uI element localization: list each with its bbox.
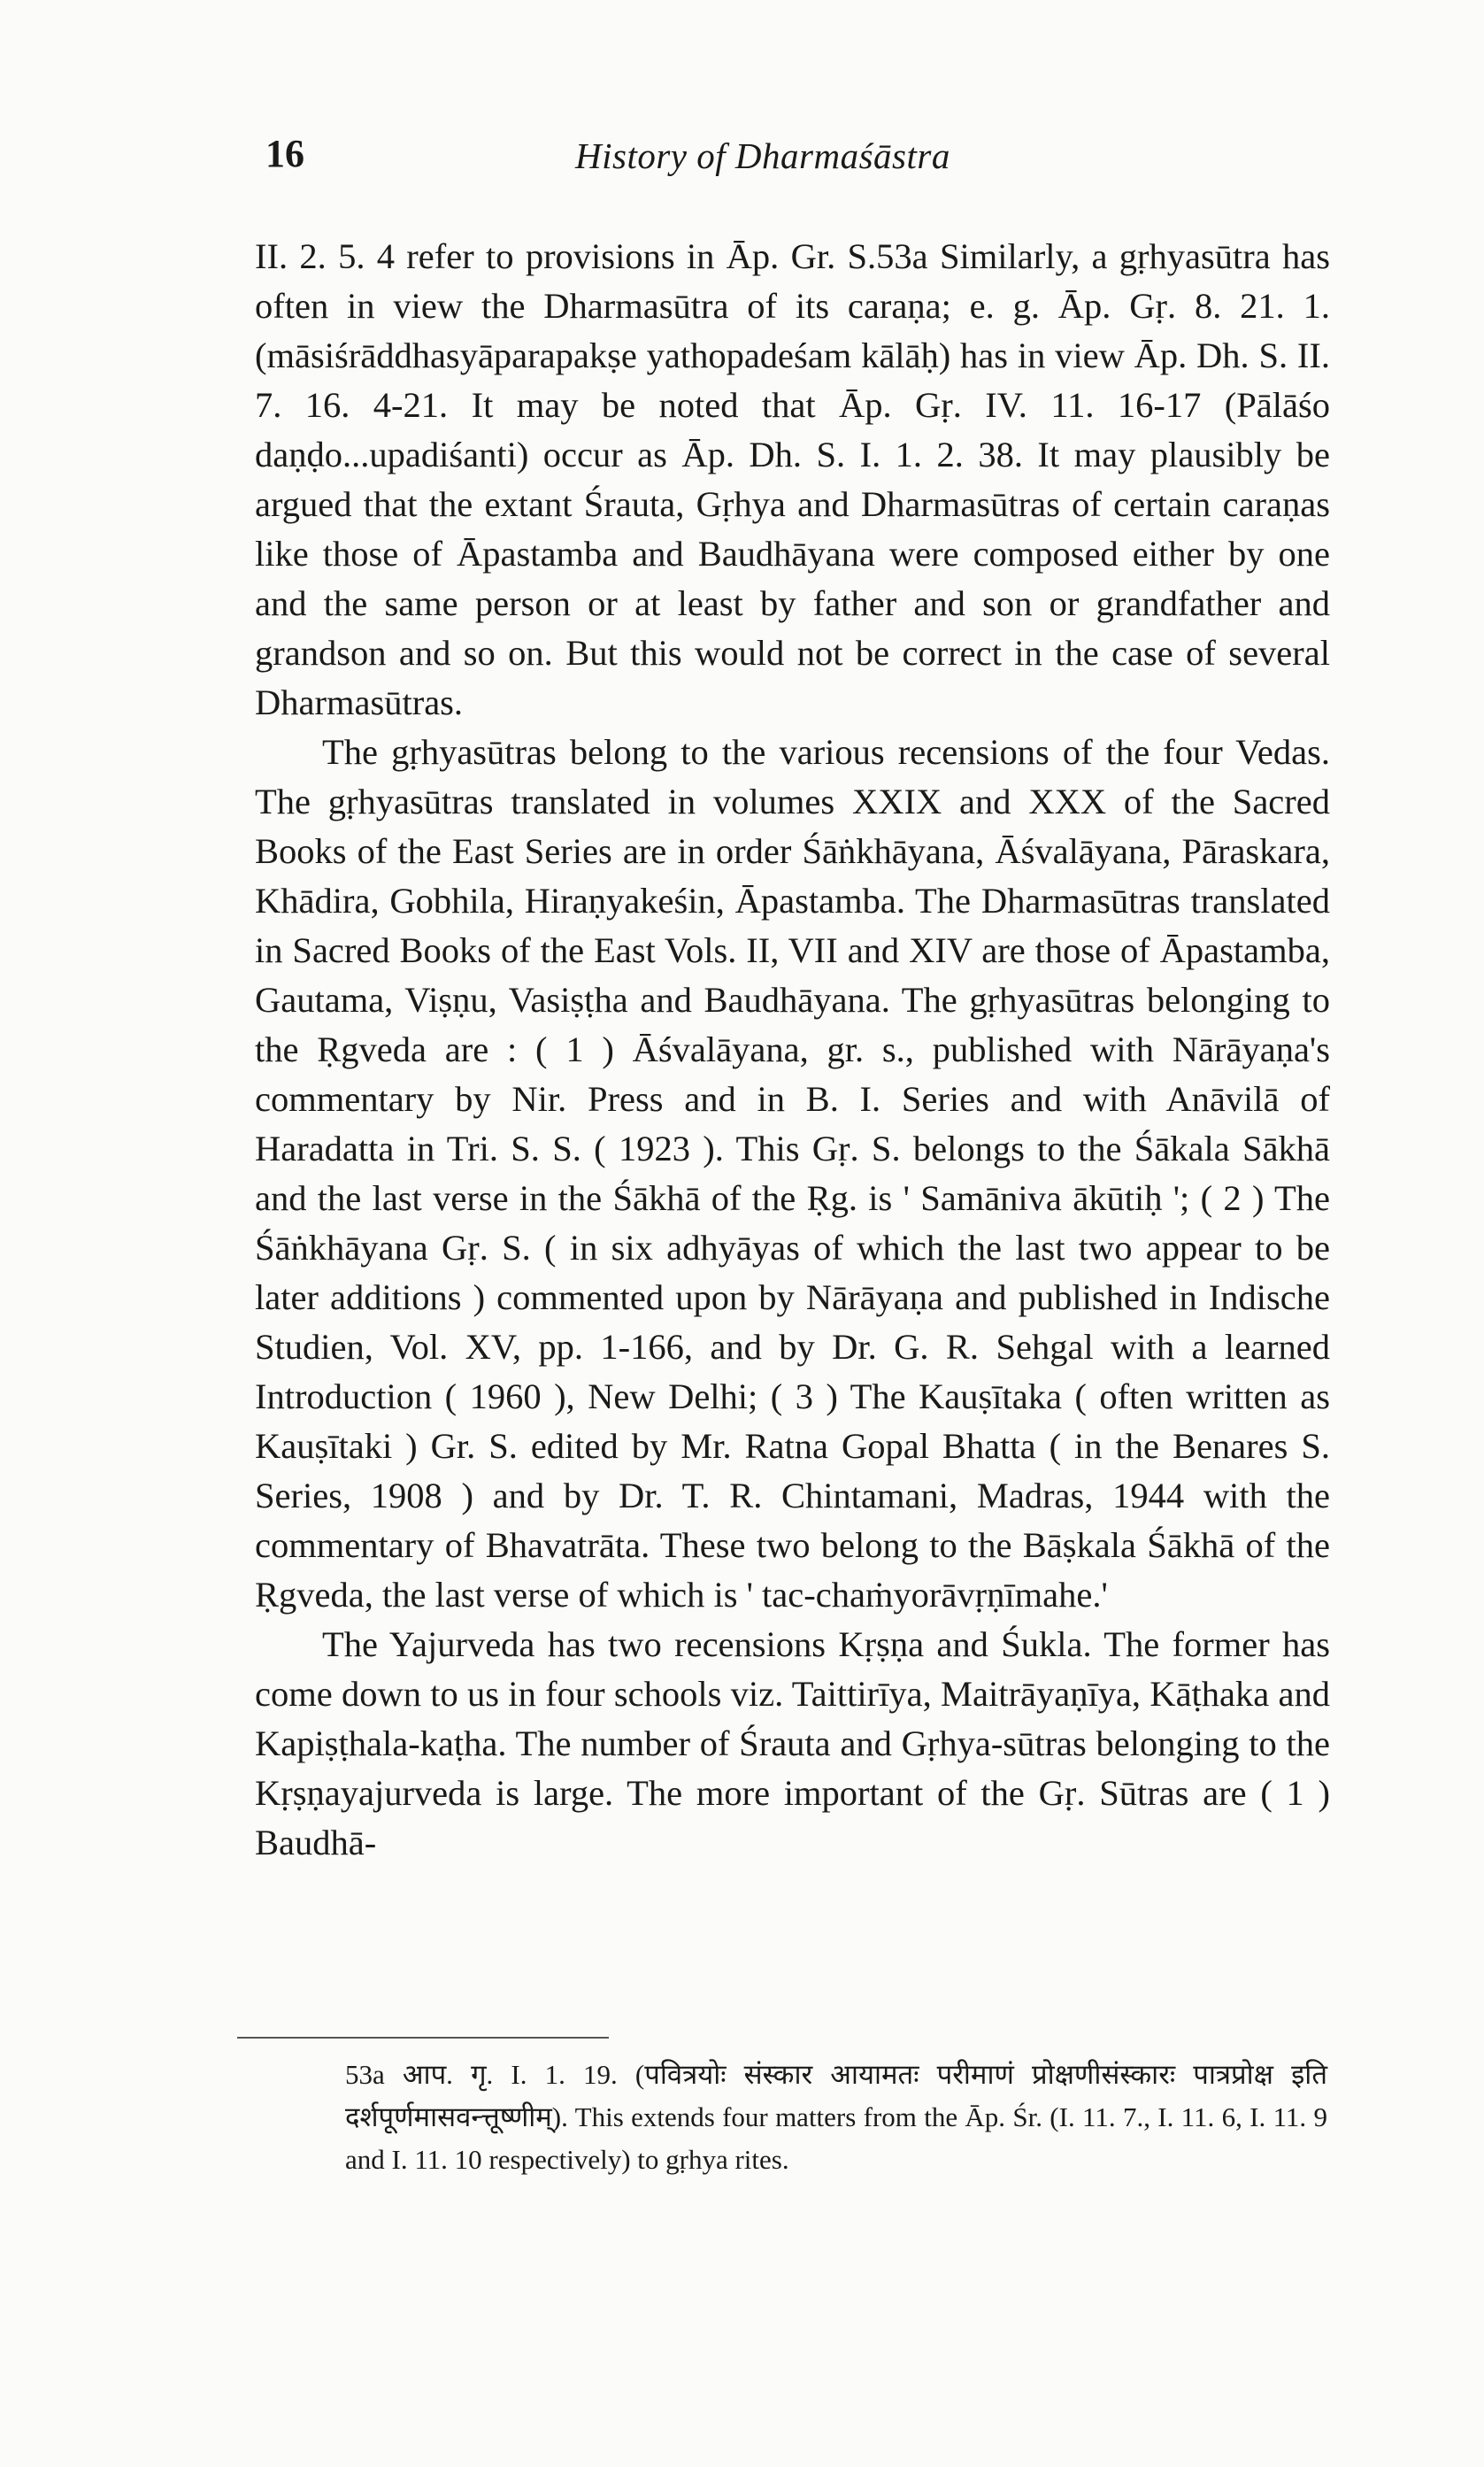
running-title: History of Dharmaśāstra (575, 135, 950, 176)
paragraph-grhyasutras: The gṛhyasūtras belong to the various recensions of the four Vedas. The gṛhyasūtras translated in volumes XXIX and XXX of the Sacred Books of the East Series are in order Śāṅkhāyana, Āśvalāyana, Pāraskara, Khādira, Gobhila, Hiraṇyakeśin, Āpastamba. The Dharmasūtras translated in Sacred Books of the East Vols. II, VII and XIV are those of Āpastamba, Gautama, Viṣṇu, Vasiṣṭha and Baudhāyana. The gṛhyasūtras belonging to the Ṛgveda are : ( 1 ) Āśvalāyana, gr. s., published with Nārāyaṇa's commentary by Nir. Press and in B. I. Series and with Anāvilā of Haradatta in Tri. S. S. ( 1923 ). This Gṛ. S. belongs to the Śākala Sākhā and the last verse in the Śākhā of the Ṛg. is ' Samāniva ākūtiḥ '; ( 2 ) The Śāṅkhāyana Gṛ. S. ( in six adhyāyas of which the last two appear to be later additions ) commented upon by Nārāyaṇa and published in Indische Studien, Vol. XV, pp. 1-166, and by Dr. G. R. Sehgal with a learned Introduction ( 1960 ), New Delhi; ( 3 ) The Kauṣītaka ( often written as Kauṣītaki ) Gr. S. edited by Mr. Ratna Gopal Bhatta ( in the Benares S. Series, 1908 ) and by Dr. T. R. Chintamani, Madras, 1944 with the commentary of Bhavatrāta. These two belong to the Bāṣkala Śākhā of the Ṛgveda, the last verse of which is ' tac-chaṁyorāvṛṇīmahe.' (255, 732, 1330, 1615)
footnote-53a: 53a आप. गृ. I. 1. 19. (पवित्रयोः संस्कार आयामतः परीमाणं प्रोक्षणीसंस्कारः पात्रप्रोक्ष इति दर्शपूर्णमासवन्त्तूष्णीम्). This extends four matters from the Āp. Śr. (I. 11. 7., I. 11. 6, I. 11. 9 and I. 11. 10 respectively) to gṛhya rites. (345, 2059, 1327, 2175)
page-header (265, 131, 1327, 202)
page-number: 16 (265, 132, 304, 175)
main-text (255, 232, 1330, 1868)
paragraph-yajurveda: The Yajurveda has two recensions Kṛṣṇa and Śukla. The former has come down to us in four schools viz. Taittirīya, Maitrāyaṇīya, Kāṭhaka and Kapiṣṭhala-kaṭha. The number of Śrauta and Gṛhya-sūtras belonging to the Kṛṣṇayajurveda is large. The more important of the Gṛ. Sūtras are ( 1 ) Baudhā- (255, 1624, 1330, 1862)
paragraph-continued: II. 2. 5. 4 refer to provisions in Āp. Gr. S.53a Similarly, a gṛhyasūtra has often in view the Dharmasūtra of its caraṇa; e. g. Āp. Gṛ. 8. 21. 1. (māsiśrāddhasyāparapakṣe yathopadeśam kālāḥ) has in view Āp. Dh. S. II. 7. 16. 4-21. It may be noted that Āp. Gṛ. IV. 11. 16-17 (Pālāśo daṇḍo...upadiśanti) occur as Āp. Dh. S. I. 1. 2. 38. It may plausibly be argued that the extant Śrauta, Gṛhya and Dharmasūtras of certain caraṇas like those of Āpastamba and Baudhāyana were composed either by one and the same person or at least by father and son or grandfather and grandson and so on. But this would not be correct in the case of several Dharmasūtras. (255, 236, 1330, 722)
footnote-divider (237, 2037, 609, 2039)
